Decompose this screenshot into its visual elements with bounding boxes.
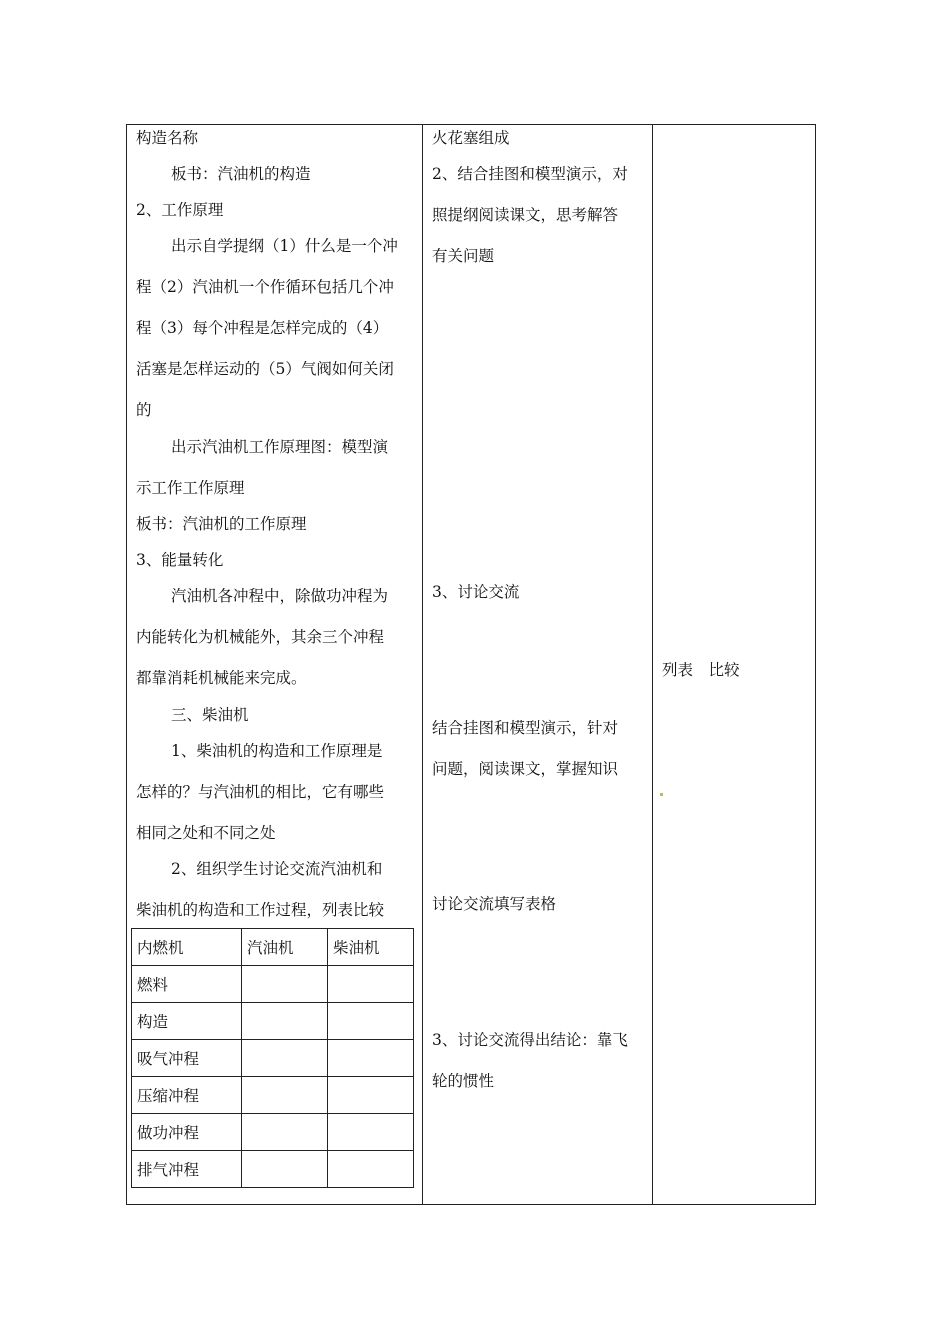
table-cell: [242, 1003, 328, 1040]
table-cell: [328, 1077, 414, 1114]
col2-line: 3、讨论交流得出结论：靠飞: [432, 1031, 628, 1049]
col2-line: 2、结合挂图和模型演示，对: [432, 165, 628, 183]
col1-line: 程（2）汽油机一个作循环包括几个冲: [136, 278, 394, 296]
table-cell: [242, 1151, 328, 1188]
col1-line: 构造名称: [136, 129, 199, 147]
table-row: [132, 1114, 414, 1151]
col1-line: 柴油机的构造和工作过程，列表比较: [136, 901, 385, 919]
row-label: 燃料: [132, 966, 242, 1003]
col2-line: 3、讨论交流: [432, 583, 520, 601]
row-label: 吸气冲程: [132, 1040, 242, 1077]
table-header-cell: 柴油机: [328, 929, 414, 966]
table-header-row: [132, 929, 414, 966]
table-row: [132, 1003, 414, 1040]
column-divider: [652, 125, 653, 1204]
table-row: [132, 966, 414, 1003]
table-header-cell: 内燃机: [132, 929, 242, 966]
row-label: 构造: [132, 1003, 242, 1040]
col1-line: 怎样的？与汽油机的相比，它有哪些: [136, 783, 385, 801]
col1-line: 汽油机各冲程中，除做功冲程为: [171, 587, 389, 605]
speck-mark: [660, 793, 663, 796]
col2-line: 讨论交流填写表格: [432, 895, 557, 913]
col2-line: 照提纲阅读课文，思考解答: [432, 206, 619, 224]
table-cell: [328, 1114, 414, 1151]
col2-line: 轮的惯性: [432, 1072, 495, 1090]
table-cell: [242, 966, 328, 1003]
col1-line: 都靠消耗机械能来完成。: [136, 669, 307, 687]
col1-line: 出示自学提纲（1）什么是一个冲: [171, 237, 398, 255]
column-divider: [422, 125, 423, 1204]
table-row: [132, 1151, 414, 1188]
col1-line: 程（3）每个冲程是怎样完成的（4）: [136, 319, 389, 337]
col1-line: 内能转化为机械能外，其余三个冲程: [136, 628, 385, 646]
col1-line: 出示汽油机工作原理图：模型演: [171, 438, 389, 456]
row-label: 做功冲程: [132, 1114, 242, 1151]
col2-line: 结合挂图和模型演示，针对: [432, 719, 619, 737]
col3-text: 列表 比较: [662, 661, 740, 679]
col1-line: 的: [136, 401, 152, 419]
table-row: [132, 1077, 414, 1114]
col2-line: 有关问题: [432, 247, 495, 265]
col1-line: 2、组织学生讨论交流汽油机和: [171, 860, 383, 878]
table-header-cell: 汽油机: [242, 929, 328, 966]
table-cell: [242, 1114, 328, 1151]
col2-line: 问题，阅读课文，掌握知识: [432, 760, 619, 778]
table-cell: [242, 1077, 328, 1114]
table-cell: [328, 1151, 414, 1188]
col1-line: 三、柴油机: [171, 706, 249, 724]
col1-line: 2、工作原理: [136, 201, 224, 219]
table-cell: [328, 1003, 414, 1040]
row-label: 压缩冲程: [132, 1077, 242, 1114]
table-cell: [328, 1040, 414, 1077]
table-row: [132, 1040, 414, 1077]
row-label: 排气冲程: [132, 1151, 242, 1188]
col1-line: 板书：汽油机的工作原理: [136, 515, 307, 533]
table-cell: [242, 1040, 328, 1077]
table-cell: [328, 966, 414, 1003]
comparison-table: [131, 928, 414, 1188]
col1-line: 1、柴油机的构造和工作原理是: [171, 742, 383, 760]
col1-line: 相同之处和不同之处: [136, 824, 276, 842]
col1-line: 3、能量转化: [136, 551, 224, 569]
col2-line: 火花塞组成: [432, 129, 510, 147]
col1-line: 示工作工作原理: [136, 479, 245, 497]
col1-line: 活塞是怎样运动的（5）气阀如何关闭: [136, 360, 394, 378]
col1-line: 板书：汽油机的构造: [171, 165, 311, 183]
